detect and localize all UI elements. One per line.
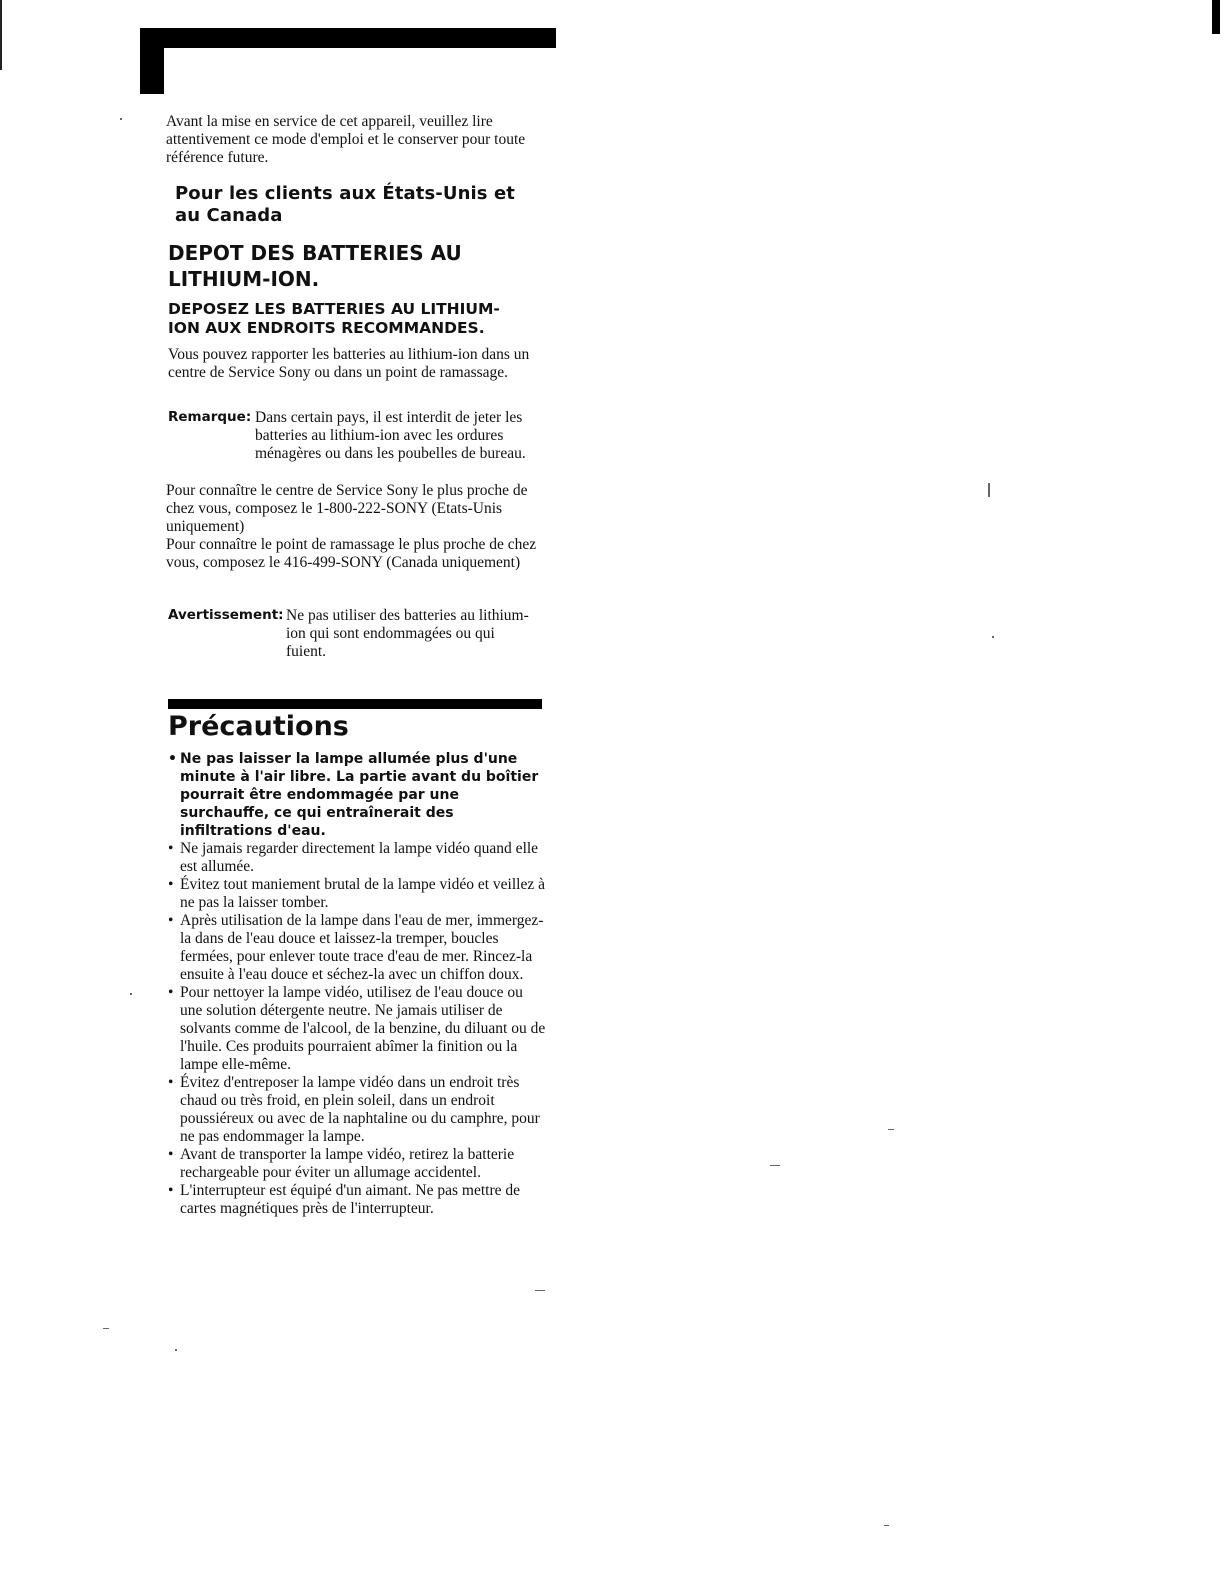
scan-speck [130,993,132,995]
scan-speck [884,1525,889,1526]
list-item: • Évitez d'entreposer la lampe vidéo dans un endroit très chaud ou très froid, en plein soleil, dans un endroit poussiéreux ou avec de la naphtaline ou du camphre, pour ne pas endommager la lampe. [166,1074,548,1146]
warning-label: Avertissement: [168,607,284,623]
remark-label: Remarque: [168,409,252,425]
header-bar [140,28,556,48]
scan-speck [992,636,994,638]
intro-text: Avant la mise en service de cet appareil, veuillez lire attentivement ce mode d'emploi et le conserver pour toute référence future. [166,113,526,166]
scan-speck [175,1349,177,1351]
precautions-title: Précautions [168,711,349,742]
warning-text: Ne pas utiliser des batteries au lithium-ion qui sont endommagées ou qui fuient. [286,607,529,660]
corner-mark [1212,0,1220,34]
scan-speck [103,1328,109,1329]
scan-speck [120,118,122,120]
list-item: • Pour nettoyer la lampe vidéo, utilisez de l'eau douce ou une solution détergente neutre. Ne jamais utiliser de solvants comme de l'alcool, de la benzine, du diluant ou de l'huile. Ces produits pourraient abîmer la finition ou la lampe elle-même. [166,984,548,1074]
customers-heading: Pour les clients aux États-Unis et au Canada [175,183,515,226]
service-us-text: Pour connaître le centre de Service Sony le plus proche de chez vous, composez le 1-800-222-SONY (Etats-Unis uniquement) [166,482,528,535]
scan-speck [888,1129,894,1130]
battery-text: Vous pouvez rapporter les batteries au lithium-ion dans un centre de Service Sony ou dans un point de ramassage. [168,346,530,381]
list-item: • Après utilisation de la lampe dans l'eau de mer, immergez-la dans de l'eau douce et laissez-la tremper, boucles fermées, pour enlever toute trace d'eau de mer. Rincez-la ensuite à l'eau douce et séchez-la avec un chiffon doux. [166,912,548,984]
scan-speck [988,483,990,497]
scan-speck [770,1165,780,1166]
battery-subheading: DEPOSEZ LES BATTERIES AU LITHIUM-ION AUX ENDROITS RECOMMANDES. [168,300,500,337]
service-ca-text: Pour connaître le point de ramassage le plus proche de chez vous, composez le 416-499-SONY (Canada uniquement) [166,536,537,571]
precautions-list [166,750,548,1218]
list-item: • Ne jamais regarder directement la lampe vidéo quand elle est allumée. [166,840,548,876]
scan-speck [535,1290,545,1291]
header-bar-leg [140,28,164,94]
precautions-bar [168,699,542,709]
battery-heading: DEPOT DES BATTERIES AU LITHIUM-ION. [168,241,462,291]
remark-text: Dans certain pays, il est interdit de jeter les batteries au lithium-ion avec les ordures ménagères ou dans les poubelles de bureau. [255,409,526,462]
scan-edge-line [0,0,2,70]
list-item: • Évitez tout maniement brutal de la lampe vidéo et veillez à ne pas la laisser tomber. [166,876,548,912]
list-item: • L'interrupteur est équipé d'un aimant. Ne pas mettre de cartes magnétiques près de l'interrupteur. [166,1182,548,1218]
list-item: • Ne pas laisser la lampe allumée plus d'une minute à l'air libre. La partie avant du boîtier pourrait être endommagée par une surchauffe, ce qui entraînerait des infiltrations d'eau. [166,750,548,840]
list-item: • Avant de transporter la lampe vidéo, retirez la batterie rechargeable pour éviter un allumage accidentel. [166,1146,548,1182]
